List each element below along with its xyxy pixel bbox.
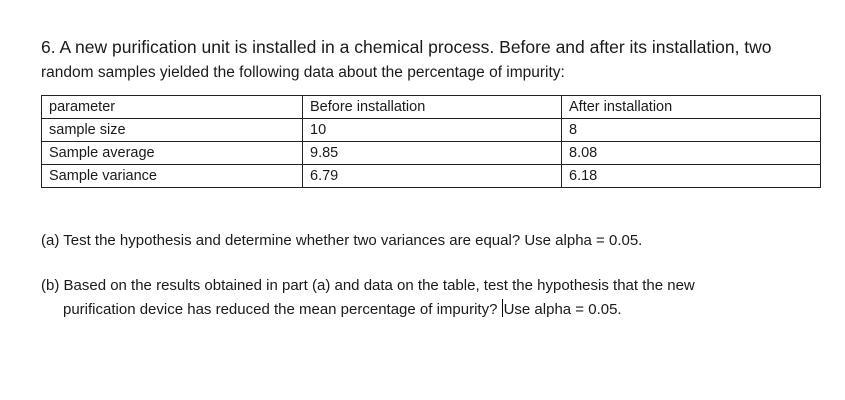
table-cell: sample size <box>42 119 303 142</box>
part-b-text[interactable] <box>41 274 801 322</box>
table-header-cell: parameter <box>42 96 303 119</box>
table-cell: 9.85 <box>303 142 562 165</box>
table-row <box>42 165 821 188</box>
part-b-line-2 <box>41 298 801 322</box>
part-b-line-1: (b) Based on the results obtained in part (a) and data on the table, test the hypothesis that the new <box>41 277 695 294</box>
table-cell: 6.18 <box>562 165 821 188</box>
question-line-1: 6. A new purification unit is installed in a chemical process. Before and after its installation, two <box>41 37 772 57</box>
table-row <box>42 119 821 142</box>
question-line-2: random samples yielded the following data about the percentage of impurity: <box>41 64 565 81</box>
part-b-line-2-end: Use alpha = 0.05. <box>503 301 622 318</box>
table-cell: Sample variance <box>42 165 303 188</box>
table-header-cell: After installation <box>562 96 821 119</box>
question-text <box>41 34 831 86</box>
data-table <box>41 95 821 188</box>
table-header-row <box>42 96 821 119</box>
table-cell: 10 <box>303 119 562 142</box>
table-cell: 6.79 <box>303 165 562 188</box>
table-cell: 8 <box>562 119 821 142</box>
table-row <box>42 142 821 165</box>
table-cell: 8.08 <box>562 142 821 165</box>
table-cell: Sample average <box>42 142 303 165</box>
part-a-text: (a) Test the hypothesis and determine whether two variances are equal? Use alpha = 0.05. <box>41 232 643 249</box>
part-b-line-2-start: purification device has reduced the mean percentage of impurity? <box>63 301 502 318</box>
table-header-cell: Before installation <box>303 96 562 119</box>
text-cursor <box>502 299 503 317</box>
